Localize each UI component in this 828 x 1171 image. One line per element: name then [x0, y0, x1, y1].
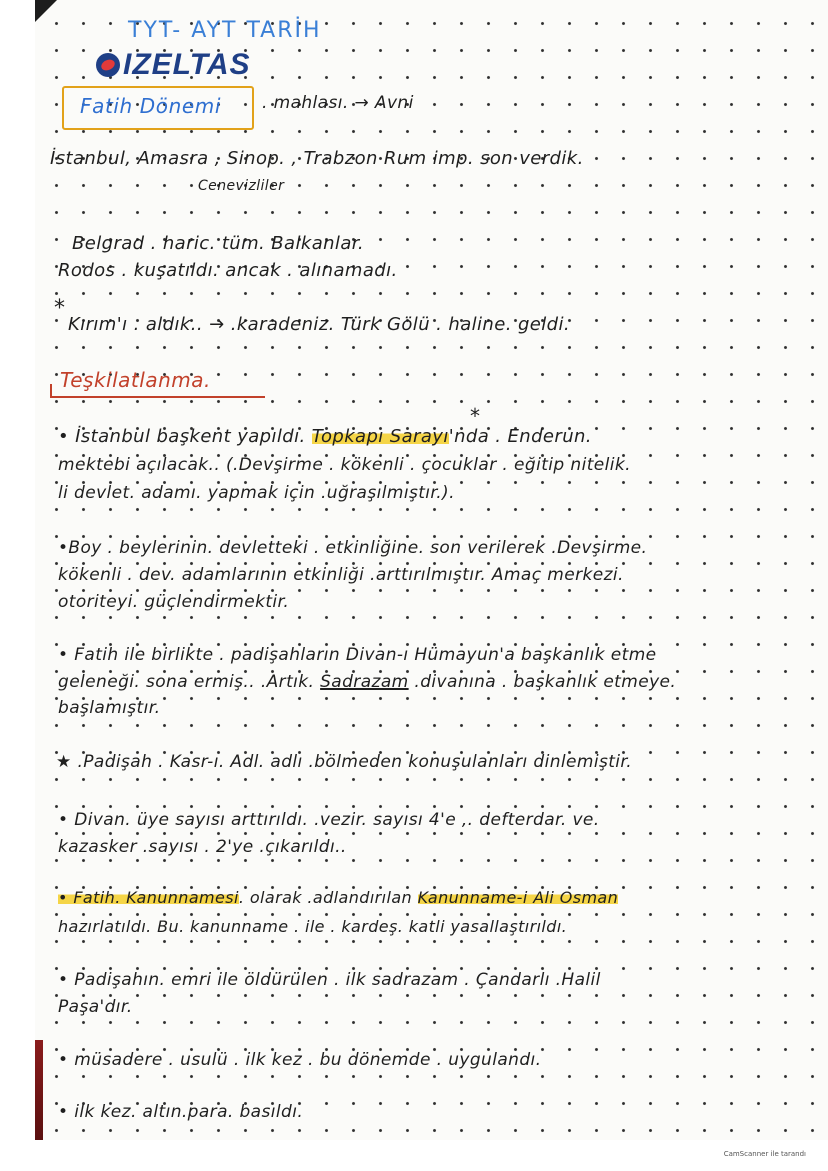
- note-1-highlight: Topkapı Sarayı: [311, 426, 449, 447]
- note-3-text-a: geleneği. sona ermiş.. .Artık.: [58, 672, 321, 692]
- star-icon: *: [54, 296, 65, 321]
- note-3-line-1: • Fatih ile birlikte . padişahların Divan-ı Hümayun'a başkanlık etme: [58, 645, 657, 665]
- note-7-line-2: Paşa'dır.: [58, 997, 133, 1017]
- amasra-note: Cenevizliler: [198, 178, 285, 194]
- note-1-text-b: 'nda . Enderun.: [448, 426, 592, 447]
- note-3-underlined: Sadrazam: [320, 672, 409, 692]
- note-4-line-1: ★ .Padişah . Kasr-ı. Adl. adlı .bölmeden konuşulanları dinlemiştir.: [56, 752, 633, 772]
- note-6-highlight-1: • Fatih. Kanunnamesi: [58, 888, 239, 907]
- note-3-line-3: başlamıştır.: [58, 698, 161, 718]
- note-6-line-2: hazırlatıldı. Bu. kanunname . ile . kardeş. katli yasallaştırıldı.: [58, 917, 568, 936]
- note-1-text-a: • İstanbul başkent yapıldı.: [58, 426, 312, 447]
- note-1-line-1: [58, 426, 592, 447]
- intro-line-3: Rodos . kuşatıldı. ancak . alınamadı.: [58, 260, 398, 281]
- title-box: [62, 86, 254, 130]
- title-note: . mahlası. → Avni: [262, 93, 414, 113]
- note-5-line-1: • Divan. üye sayısı arttırıldı. .vezir. sayısı 4'e ,. defterdar. ve.: [58, 810, 600, 830]
- section-heading: Teşkilatlanma.: [60, 368, 211, 392]
- note-1-line-3: li devlet. adamı. yapmak için .uğraşılmıştır.).: [58, 483, 455, 503]
- intro-line-4: Kırım'ı . aldık.. → .karadeniz. Türk Gölü . haline. geldi.: [68, 314, 571, 335]
- note-2-line-2: kökenli . dev. adamlarının etkinliği .arttırılmıştır. Amaç merkezi.: [58, 565, 624, 585]
- note-2-line-3: otoriteyi. güçlendirmektir.: [58, 592, 290, 612]
- logo-icon: [96, 53, 120, 77]
- scanner-watermark: CamScanner ile tarandı: [723, 1150, 806, 1158]
- intro-line-2: Belgrad . haric. tüm. Balkanlar.: [72, 233, 365, 254]
- note-1-line-2: mektebi açılacak.. (.Devşirme . kökenli . çocuklar . eğitip nitelik.: [58, 455, 631, 475]
- brand-logo: [96, 48, 251, 82]
- note-6-line-1: [58, 888, 618, 907]
- note-3-line-2: [58, 672, 676, 692]
- page-edge-strip: [35, 1040, 43, 1140]
- note-8-line-1: • müsadere . usulü . ilk kez . bu dönemde . uygulandı.: [58, 1050, 542, 1070]
- note-5-line-2: kazasker .sayısı . 2'ye .çıkarıldı..: [58, 837, 347, 857]
- page-corner-mark: [35, 0, 57, 22]
- note-6-highlight-2: Kanunname-i Ali Osman: [417, 888, 619, 907]
- note-6-text-mid: . olarak .adlandırılan: [238, 888, 418, 907]
- note-7-line-1: • Padişahın. emri ile öldürülen . ilk sadrazam . Çandarlı .Halil: [58, 970, 601, 990]
- note-2-line-1: •Boy . beylerinin. devletteki . etkinliğine. son verilerek .Devşirme.: [58, 538, 648, 558]
- header-subject: TYT- AYT TARİH: [128, 18, 322, 43]
- star-icon: *: [470, 404, 480, 428]
- intro-line-1: İstanbul, Amasra , Sinop. , Trabzon Rum imp. son verdik.: [50, 148, 584, 169]
- section-rule: [50, 396, 265, 398]
- note-3-text-b: .divanına . başkanlık etmeye.: [408, 672, 677, 692]
- logo-text: IZELTAS: [123, 48, 251, 81]
- note-9-line-1: • ilk kez. altın.para. basıldı.: [58, 1102, 304, 1122]
- page-title: Fatih Dönemi: [80, 94, 222, 118]
